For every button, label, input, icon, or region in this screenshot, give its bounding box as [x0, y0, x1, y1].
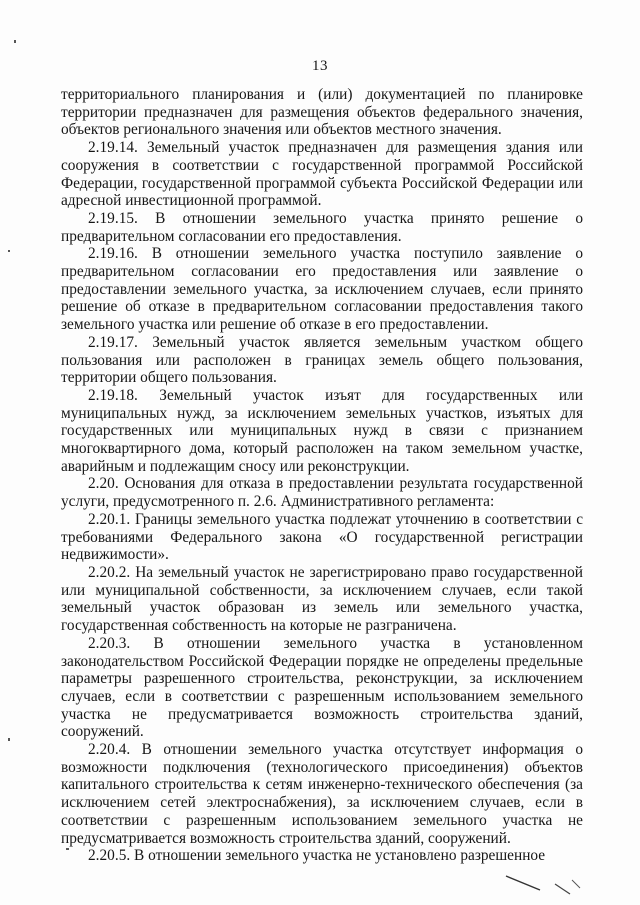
- paragraph-2-19-15: 2.19.15. В отношении земельного участка принято решение о предварительном согласовании его предоставления.: [61, 209, 583, 245]
- paragraph-2-20-4: 2.20.4. В отношении земельного участка отсутствует информация о возможности подключения (технологического присоединения) объектов капитального строительства к сетям инженерно-технического обеспечения (за исключением сетей электроснабжения), за исключением случаев, если в соответствии с разрешенным использованием земельного участка не предусматривается возможность строительства зданий, сооружений.: [61, 741, 583, 847]
- paragraph-2-20-2: 2.20.2. На земельный участок не зарегистрировано право государственной или муниципальной собственности, за исключением случаев, если такой земельный участок образован из земель или земельного участка, государственная собственность на которые не разграничена.: [61, 563, 583, 635]
- page-number: 13: [312, 58, 328, 74]
- scan-speck-left-mid: [8, 250, 10, 252]
- body-text: [61, 86, 583, 865]
- paragraph-2-20: 2.20. Основания для отказа в предоставлении результата государственной услуги, предусмотренного п. 2.6. Административного регламента:: [61, 475, 583, 511]
- scan-speck-bottom: [66, 848, 69, 850]
- scan-streak-bottom-right: [500, 870, 590, 900]
- scan-speck-left-low: [8, 738, 10, 741]
- paragraph-2-20-1: 2.20.1. Границы земельного участка подлежат уточнению в соответствии с требованиями Федерального закона «О государственной регистрации недвижимости».: [61, 510, 583, 564]
- paragraph-2-19-18: 2.19.18. Земельный участок изъят для государственных или муниципальных нужд, за исключением земельных участков, изъятых для государственных или муниципальных нужд в связи с признанием многоквартирного дома, который расположен на таком земельном участке, аварийным и подлежащим сносу или реконструкции.: [61, 386, 583, 475]
- paragraph-2-19-14: 2.19.14. Земельный участок предназначен для размещения здания или сооружения в соответствии с государственной программой Российской Федерации, государственной программой субъекта Российской Федерации или адресной инвестиционной программой.: [61, 139, 583, 210]
- paragraph-2-19-17: 2.19.17. Земельный участок является земельным участком общего пользования или расположен в границах земель общего пользования, территории общего пользования.: [61, 333, 583, 387]
- paragraph-2-20-3: 2.20.3. В отношении земельного участка в установленном законодательством Российской Федерации порядке не определены предельные параметры разрешенного строительства, реконструкции, за исключением случаев, если в соответствии с разрешенным использованием земельного участка не предусматривается возможность строительства зданий, сооружений.: [61, 634, 583, 741]
- paragraph-continuation: территориального планирования и (или) документацией по планировке территории предназначен для размещения объектов федерального значения, объектов регионального значения или объектов местного значения.: [61, 86, 583, 139]
- scan-speck-left-top: [14, 40, 16, 43]
- paragraph-2-19-16: 2.19.16. В отношении земельного участка поступило заявление о предварительном согласовании его предоставления или заявление о предоставлении земельного участка, за исключением случаев, если принято решение об отказе в предварительном согласовании предоставления такого земельного участка или решение об отказе в его предоставлении.: [61, 245, 583, 334]
- paragraph-2-20-5: 2.20.5. В отношении земельного участка не установлено разрешенное: [88, 847, 546, 865]
